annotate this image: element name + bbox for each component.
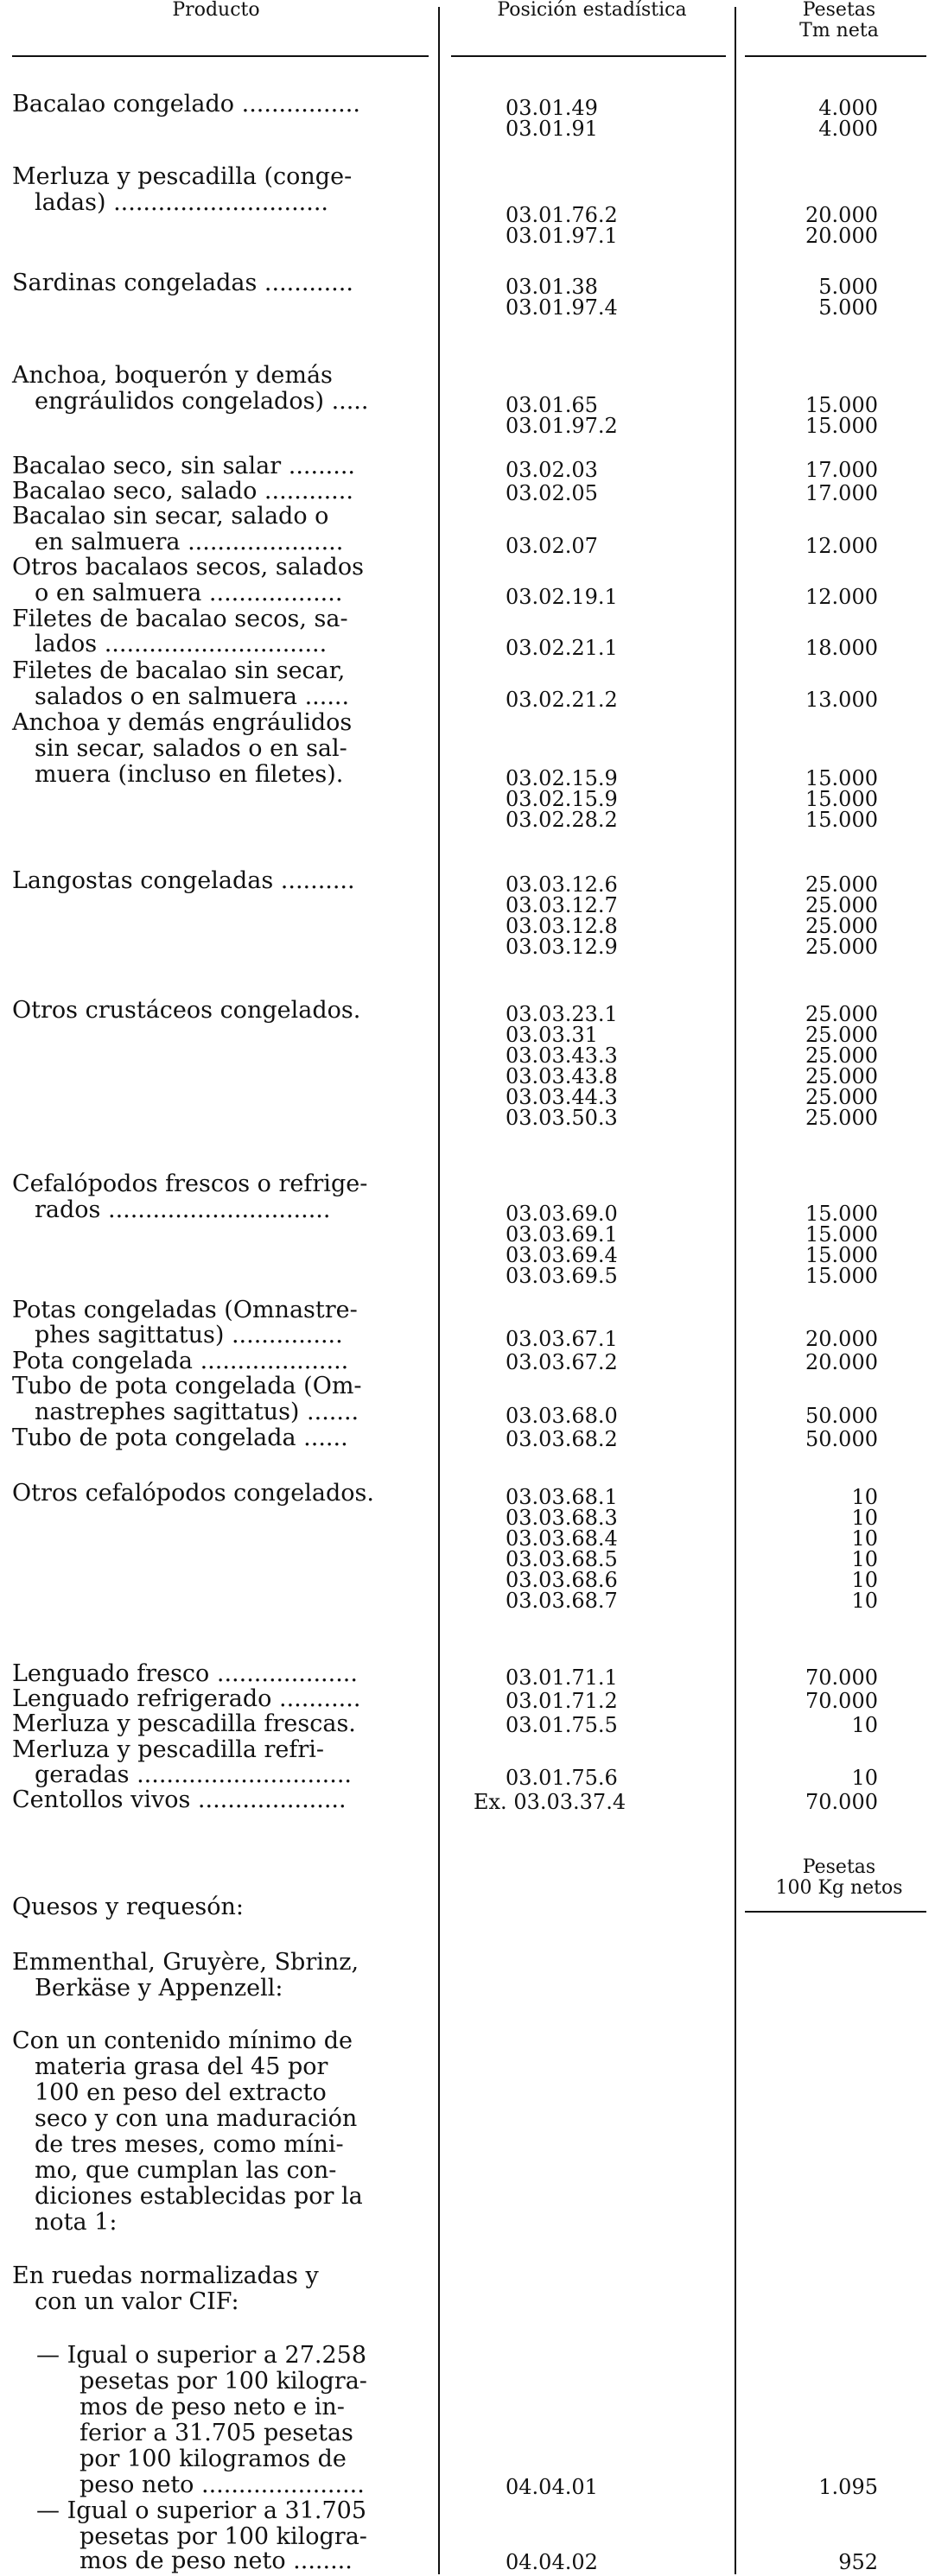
- product-line: Otros cefalópodos congelados.: [12, 1480, 374, 1507]
- value-cell: 15.000: [805, 787, 878, 811]
- code-cell: 03.03.68.7: [506, 1589, 618, 1613]
- product-line: Cefalópodos frescos o refrige-: [12, 1171, 368, 1197]
- product-line: Langostas congeladas ..........: [12, 867, 355, 894]
- value-cell: 12.000: [805, 585, 878, 609]
- product-line: salados o en salmuera ......: [35, 683, 350, 710]
- code-cell: 03.01.71.2: [506, 1689, 618, 1713]
- value-cell: 25.000: [805, 935, 878, 959]
- product-line: ferior a 31.705 pesetas: [80, 2420, 353, 2446]
- value-cell: 15.000: [805, 393, 878, 417]
- value-cell: 70.000: [805, 1689, 878, 1713]
- value-cell: 20.000: [805, 203, 878, 227]
- product-line: Filetes de bacalao sin secar,: [12, 657, 346, 684]
- value-cell: 25.000: [805, 893, 878, 917]
- value-cell: 15.000: [805, 1264, 878, 1288]
- value-cell: 10: [851, 1547, 878, 1571]
- value-cell: 15.000: [805, 808, 878, 832]
- value-cell: 10: [851, 1713, 878, 1737]
- product-line: Lenguado fresco ...................: [12, 1660, 358, 1687]
- product-line: Filetes de bacalao secos, sa-: [12, 606, 348, 632]
- header-posicion: Posición estadística: [497, 0, 687, 21]
- code-cell: 03.03.12.7: [506, 893, 618, 917]
- value-cell: 17.000: [805, 458, 878, 482]
- value-cell: 25.000: [805, 1023, 878, 1047]
- value-cell: 1.095: [818, 2475, 878, 2499]
- value-cell: 12.000: [805, 534, 878, 558]
- code-cell: 03.03.69.4: [506, 1243, 618, 1267]
- code-cell: 03.03.68.3: [506, 1506, 618, 1530]
- product-line: Anchoa, boquerón y demás: [12, 362, 333, 389]
- header-pesetas: [743, 0, 935, 41]
- code-cell: 03.03.12.8: [506, 914, 618, 938]
- product-line: Quesos y requesón:: [12, 1894, 245, 1920]
- code-cell: 03.02.15.9: [506, 787, 618, 811]
- product-line: Pota congelada ....................: [12, 1348, 349, 1374]
- code-cell: 03.01.71.1: [506, 1666, 618, 1690]
- code-cell: 03.03.67.2: [506, 1350, 618, 1374]
- product-line: pesetas por 100 kilogra-: [80, 2368, 367, 2395]
- product-line: por 100 kilogramos de: [80, 2446, 347, 2472]
- subheader-pesetas-100kg: [743, 1857, 935, 1899]
- value-cell: 70.000: [805, 1666, 878, 1690]
- code-cell: 03.02.05: [506, 481, 598, 505]
- code-cell: 03.01.97.2: [506, 414, 618, 438]
- code-cell: 03.03.68.5: [506, 1547, 618, 1571]
- product-line: diciones establecidas por la: [35, 2183, 363, 2210]
- product-line: nota 1:: [35, 2209, 118, 2236]
- value-cell: 15.000: [805, 414, 878, 438]
- product-line: Bacalao sin secar, salado o: [12, 503, 329, 530]
- product-line: Sardinas congeladas ............: [12, 270, 353, 296]
- product-line: Centollos vivos ....................: [12, 1786, 347, 1813]
- product-line: geradas .............................: [35, 1761, 352, 1788]
- value-cell: 13.000: [805, 688, 878, 712]
- code-cell: 03.02.03: [506, 458, 598, 482]
- product-line: Tubo de pota congelada ......: [12, 1424, 348, 1451]
- code-cell: 03.03.69.0: [506, 1202, 618, 1226]
- value-cell: 20.000: [805, 1327, 878, 1351]
- header-rule-pesetas-2: [745, 1911, 926, 1913]
- value-cell: 50.000: [805, 1404, 878, 1428]
- value-cell: 15.000: [805, 1243, 878, 1267]
- subheader-line2: 100 Kg netos: [775, 1877, 903, 1899]
- product-line: Merluza y pescadilla (conge-: [12, 163, 353, 190]
- product-line: mos de peso neto e in-: [80, 2394, 345, 2421]
- product-line: mo, que cumplan las con-: [35, 2157, 337, 2184]
- code-cell: 03.02.19.1: [506, 585, 618, 609]
- code-cell: 03.03.12.9: [506, 935, 618, 959]
- product-line: pesetas por 100 kilogra-: [80, 2523, 367, 2550]
- value-cell: 25.000: [805, 1002, 878, 1026]
- header-pesetas-line2: Tm neta: [799, 20, 879, 41]
- product-line: Merluza y pescadilla frescas.: [12, 1710, 356, 1737]
- value-cell: 10: [851, 1526, 878, 1551]
- product-line: de tres meses, como míni-: [35, 2131, 344, 2158]
- code-cell: 03.01.65: [506, 393, 598, 417]
- value-cell: 15.000: [805, 766, 878, 790]
- code-cell: 03.03.68.4: [506, 1526, 618, 1551]
- code-cell: 03.02.07: [506, 534, 598, 558]
- code-cell: 03.03.69.1: [506, 1222, 618, 1247]
- value-cell: 10: [851, 1568, 878, 1592]
- code-cell: 03.03.68.6: [506, 1568, 618, 1592]
- product-line: peso neto ......................: [80, 2471, 365, 2498]
- code-cell: 03.03.68.0: [506, 1404, 618, 1428]
- product-line: Bacalao congelado ................: [12, 91, 360, 117]
- product-line: Lenguado refrigerado ...........: [12, 1685, 361, 1712]
- product-line: engráulidos congelados) .....: [35, 388, 369, 415]
- code-cell: 03.01.75.6: [506, 1766, 618, 1790]
- product-line: Merluza y pescadilla refri-: [12, 1736, 325, 1763]
- product-line: sin secar, salados o en sal-: [35, 735, 347, 762]
- code-cell: 03.03.43.3: [506, 1044, 618, 1068]
- product-line: rados ..............................: [35, 1196, 331, 1223]
- column-divider-2: [735, 7, 736, 2574]
- value-cell: 5.000: [818, 295, 878, 320]
- value-cell: 50.000: [805, 1427, 878, 1451]
- value-cell: 10: [851, 1485, 878, 1509]
- code-cell: 03.03.67.1: [506, 1327, 618, 1351]
- code-cell: 03.01.97.1: [506, 224, 618, 248]
- value-cell: 15.000: [805, 1222, 878, 1247]
- product-line: 100 en peso del extracto: [35, 2079, 327, 2106]
- code-cell: 03.01.75.5: [506, 1713, 618, 1737]
- product-line: Potas congeladas (Omnastre-: [12, 1297, 358, 1323]
- value-cell: 4.000: [818, 96, 878, 120]
- product-line: Berkäse y Appenzell:: [35, 1975, 283, 2002]
- product-line: ladas) .............................: [35, 189, 328, 216]
- product-line: con un valor CIF:: [35, 2288, 239, 2315]
- header-producto: Producto: [172, 0, 260, 21]
- product-line: Con un contenido mínimo de: [12, 2027, 353, 2054]
- code-cell: 03.02.21.2: [506, 688, 618, 712]
- code-cell: 03.03.43.8: [506, 1064, 618, 1088]
- value-cell: 20.000: [805, 224, 878, 248]
- value-cell: 952: [838, 2550, 878, 2574]
- product-line: Anchoa y demás engráulidos: [12, 709, 353, 736]
- product-line: En ruedas normalizadas y: [12, 2262, 319, 2289]
- column-divider-1: [438, 7, 440, 2574]
- product-line: muera (incluso en filetes).: [35, 761, 344, 788]
- value-cell: 25.000: [805, 1085, 878, 1109]
- header-rule-posicion: [451, 55, 726, 57]
- code-cell: 04.04.02: [506, 2550, 598, 2574]
- code-cell: 03.03.23.1: [506, 1002, 618, 1026]
- product-line: materia grasa del 45 por: [35, 2053, 328, 2080]
- code-cell: 03.01.76.2: [506, 203, 618, 227]
- value-cell: 18.000: [805, 636, 878, 660]
- value-cell: 25.000: [805, 1044, 878, 1068]
- value-cell: 15.000: [805, 1202, 878, 1226]
- code-cell: 03.01.49: [506, 96, 598, 120]
- value-cell: 20.000: [805, 1350, 878, 1374]
- code-cell: 03.01.38: [506, 275, 598, 299]
- product-line: phes sagittatus) ...............: [35, 1322, 343, 1348]
- value-cell: 25.000: [805, 914, 878, 938]
- value-cell: 25.000: [805, 1106, 878, 1130]
- code-cell: 03.01.91: [506, 117, 598, 141]
- product-line: Otros bacalaos secos, salados: [12, 554, 364, 581]
- product-line: Bacalao seco, salado ............: [12, 478, 353, 504]
- code-cell: 03.02.15.9: [506, 766, 618, 790]
- product-line: Bacalao seco, sin salar .........: [12, 453, 355, 479]
- product-line: — Igual o superior a 27.258: [36, 2342, 367, 2369]
- code-cell: 03.03.68.2: [506, 1427, 618, 1451]
- value-cell: 10: [851, 1506, 878, 1530]
- product-line: — Igual o superior a 31.705: [36, 2497, 367, 2524]
- code-cell: 03.02.21.1: [506, 636, 618, 660]
- code-cell: 03.02.28.2: [506, 808, 618, 832]
- code-cell: 03.03.12.6: [506, 872, 618, 897]
- header-pesetas-line1: Pesetas: [802, 0, 876, 21]
- product-line: en salmuera .....................: [35, 529, 344, 555]
- code-cell: 03.03.69.5: [506, 1264, 618, 1288]
- code-cell: 03.03.50.3: [506, 1106, 618, 1130]
- value-cell: 25.000: [805, 1064, 878, 1088]
- header-rule-pesetas: [745, 55, 926, 57]
- value-cell: 5.000: [818, 275, 878, 299]
- product-line: Emmenthal, Gruyère, Sbrinz,: [12, 1949, 359, 1976]
- subheader-line1: Pesetas: [802, 1856, 876, 1878]
- value-cell: 25.000: [805, 872, 878, 897]
- code-cell: 04.04.01: [506, 2475, 598, 2499]
- code-cell: 03.03.44.3: [506, 1085, 618, 1109]
- code-cell: 03.01.97.4: [506, 295, 618, 320]
- product-line: o en salmuera ..................: [35, 580, 343, 606]
- code-cell: 03.03.31: [506, 1023, 598, 1047]
- value-cell: 4.000: [818, 117, 878, 141]
- product-line: lados ..............................: [35, 631, 328, 657]
- code-cell: 03.03.68.1: [506, 1485, 618, 1509]
- product-line: mos de peso neto ........: [80, 2547, 353, 2574]
- value-cell: 10: [851, 1589, 878, 1613]
- value-cell: 17.000: [805, 481, 878, 505]
- product-line: Tubo de pota congelada (Om-: [12, 1373, 362, 1399]
- product-line: Otros crustáceos congelados.: [12, 997, 361, 1024]
- code-cell: Ex. 03.03.37.4: [474, 1790, 627, 1814]
- product-line: seco y con una maduración: [35, 2105, 358, 2132]
- value-cell: 70.000: [805, 1790, 878, 1814]
- value-cell: 10: [851, 1766, 878, 1790]
- product-line: nastrephes sagittatus) .......: [35, 1399, 359, 1425]
- header-rule-producto: [12, 55, 429, 57]
